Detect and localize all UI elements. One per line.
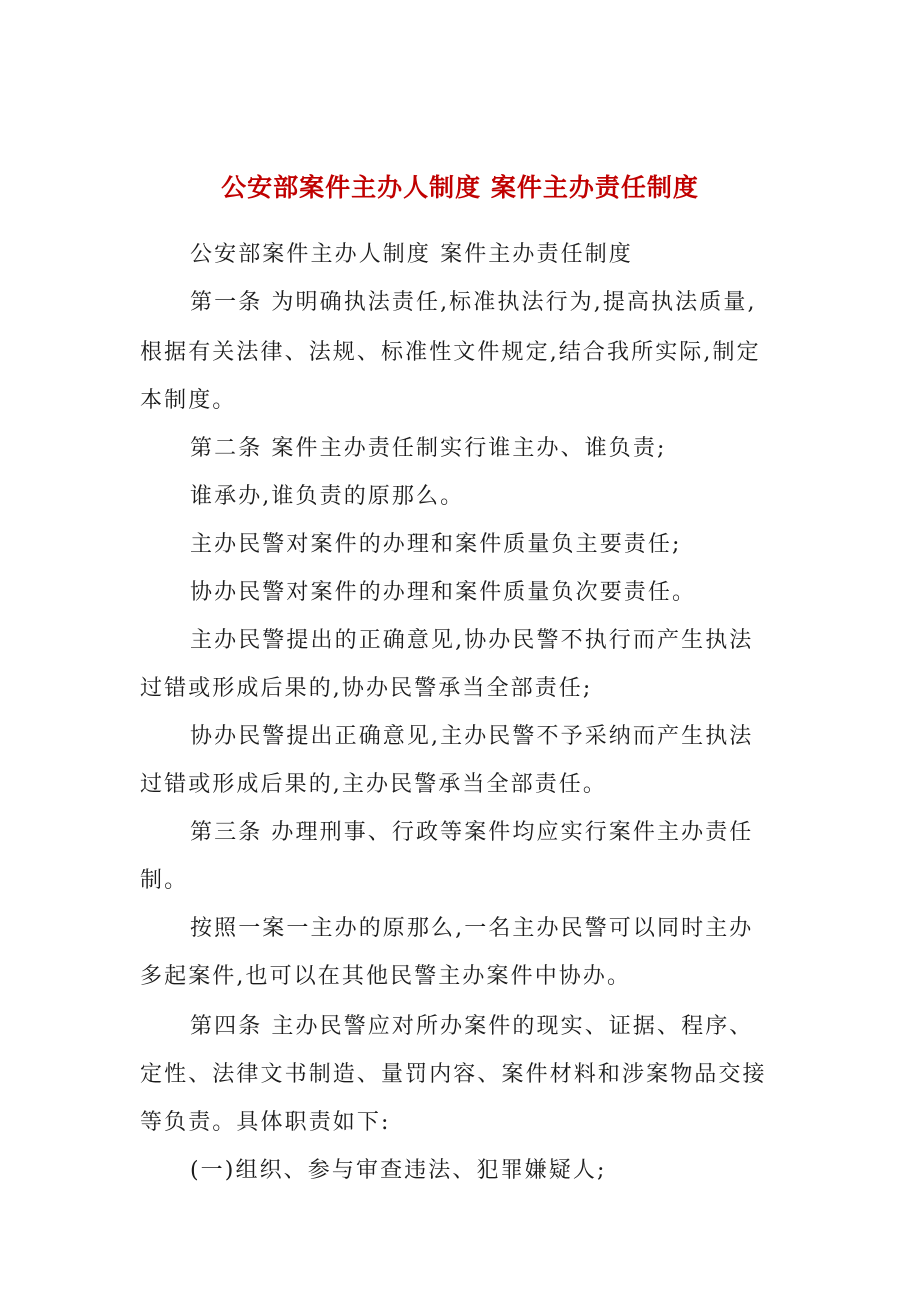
paragraph-line: 过错或形成后果的,主办民警承当全部责任。 <box>140 772 607 797</box>
paragraph-line: 根据有关法律、法规、标准性文件规定,结合我所实际,制定 <box>140 340 761 365</box>
paragraph-line: 过错或形成后果的,协办民警承当全部责任; <box>140 676 593 701</box>
paragraph-line: 定性、法律文书制造、量罚内容、案件材料和涉案物品交接 <box>140 1062 767 1087</box>
paragraph-line: 协办民警提出正确意见,主办民警不予采纳而产生执法 <box>190 724 754 749</box>
paragraph-line: 多起案件,也可以在其他民警主办案件中协办。 <box>140 964 632 989</box>
document-title: 公安部案件主办人制度 案件主办责任制度 <box>221 173 699 202</box>
paragraph-line: (一)组织、参与审查违法、犯罪嫌疑人; <box>190 1158 607 1183</box>
paragraph-line: 制。 <box>140 868 189 893</box>
paragraph-line: 第二条 案件主办责任制实行谁主办、谁负责; <box>190 436 667 461</box>
paragraph-line: 第一条 为明确执法责任,标准执法行为,提高执法质量, <box>190 290 757 315</box>
paragraph-line: 第三条 办理刑事、行政等案件均应实行案件主办责任 <box>190 820 754 845</box>
paragraph-line: 主办民警对案件的办理和案件质量负主要责任; <box>190 532 682 557</box>
paragraph-line: 公安部案件主办人制度 案件主办责任制度 <box>190 242 633 267</box>
paragraph-line: 主办民警提出的正确意见,协办民警不执行而产生执法 <box>190 628 754 653</box>
paragraph-line: 等负责。具体职责如下: <box>140 1110 391 1135</box>
paragraph-line: 第四条 主办民警应对所办案件的现实、证据、程序、 <box>190 1014 754 1039</box>
paragraph-line: 谁承办,谁负责的原那么。 <box>190 484 465 509</box>
paragraph-line: 协办民警对案件的办理和案件质量负次要责任。 <box>190 580 697 605</box>
paragraph-line: 本制度。 <box>140 388 237 413</box>
paragraph-line: 按照一案一主办的原那么,一名主办民警可以同时主办 <box>190 916 754 941</box>
